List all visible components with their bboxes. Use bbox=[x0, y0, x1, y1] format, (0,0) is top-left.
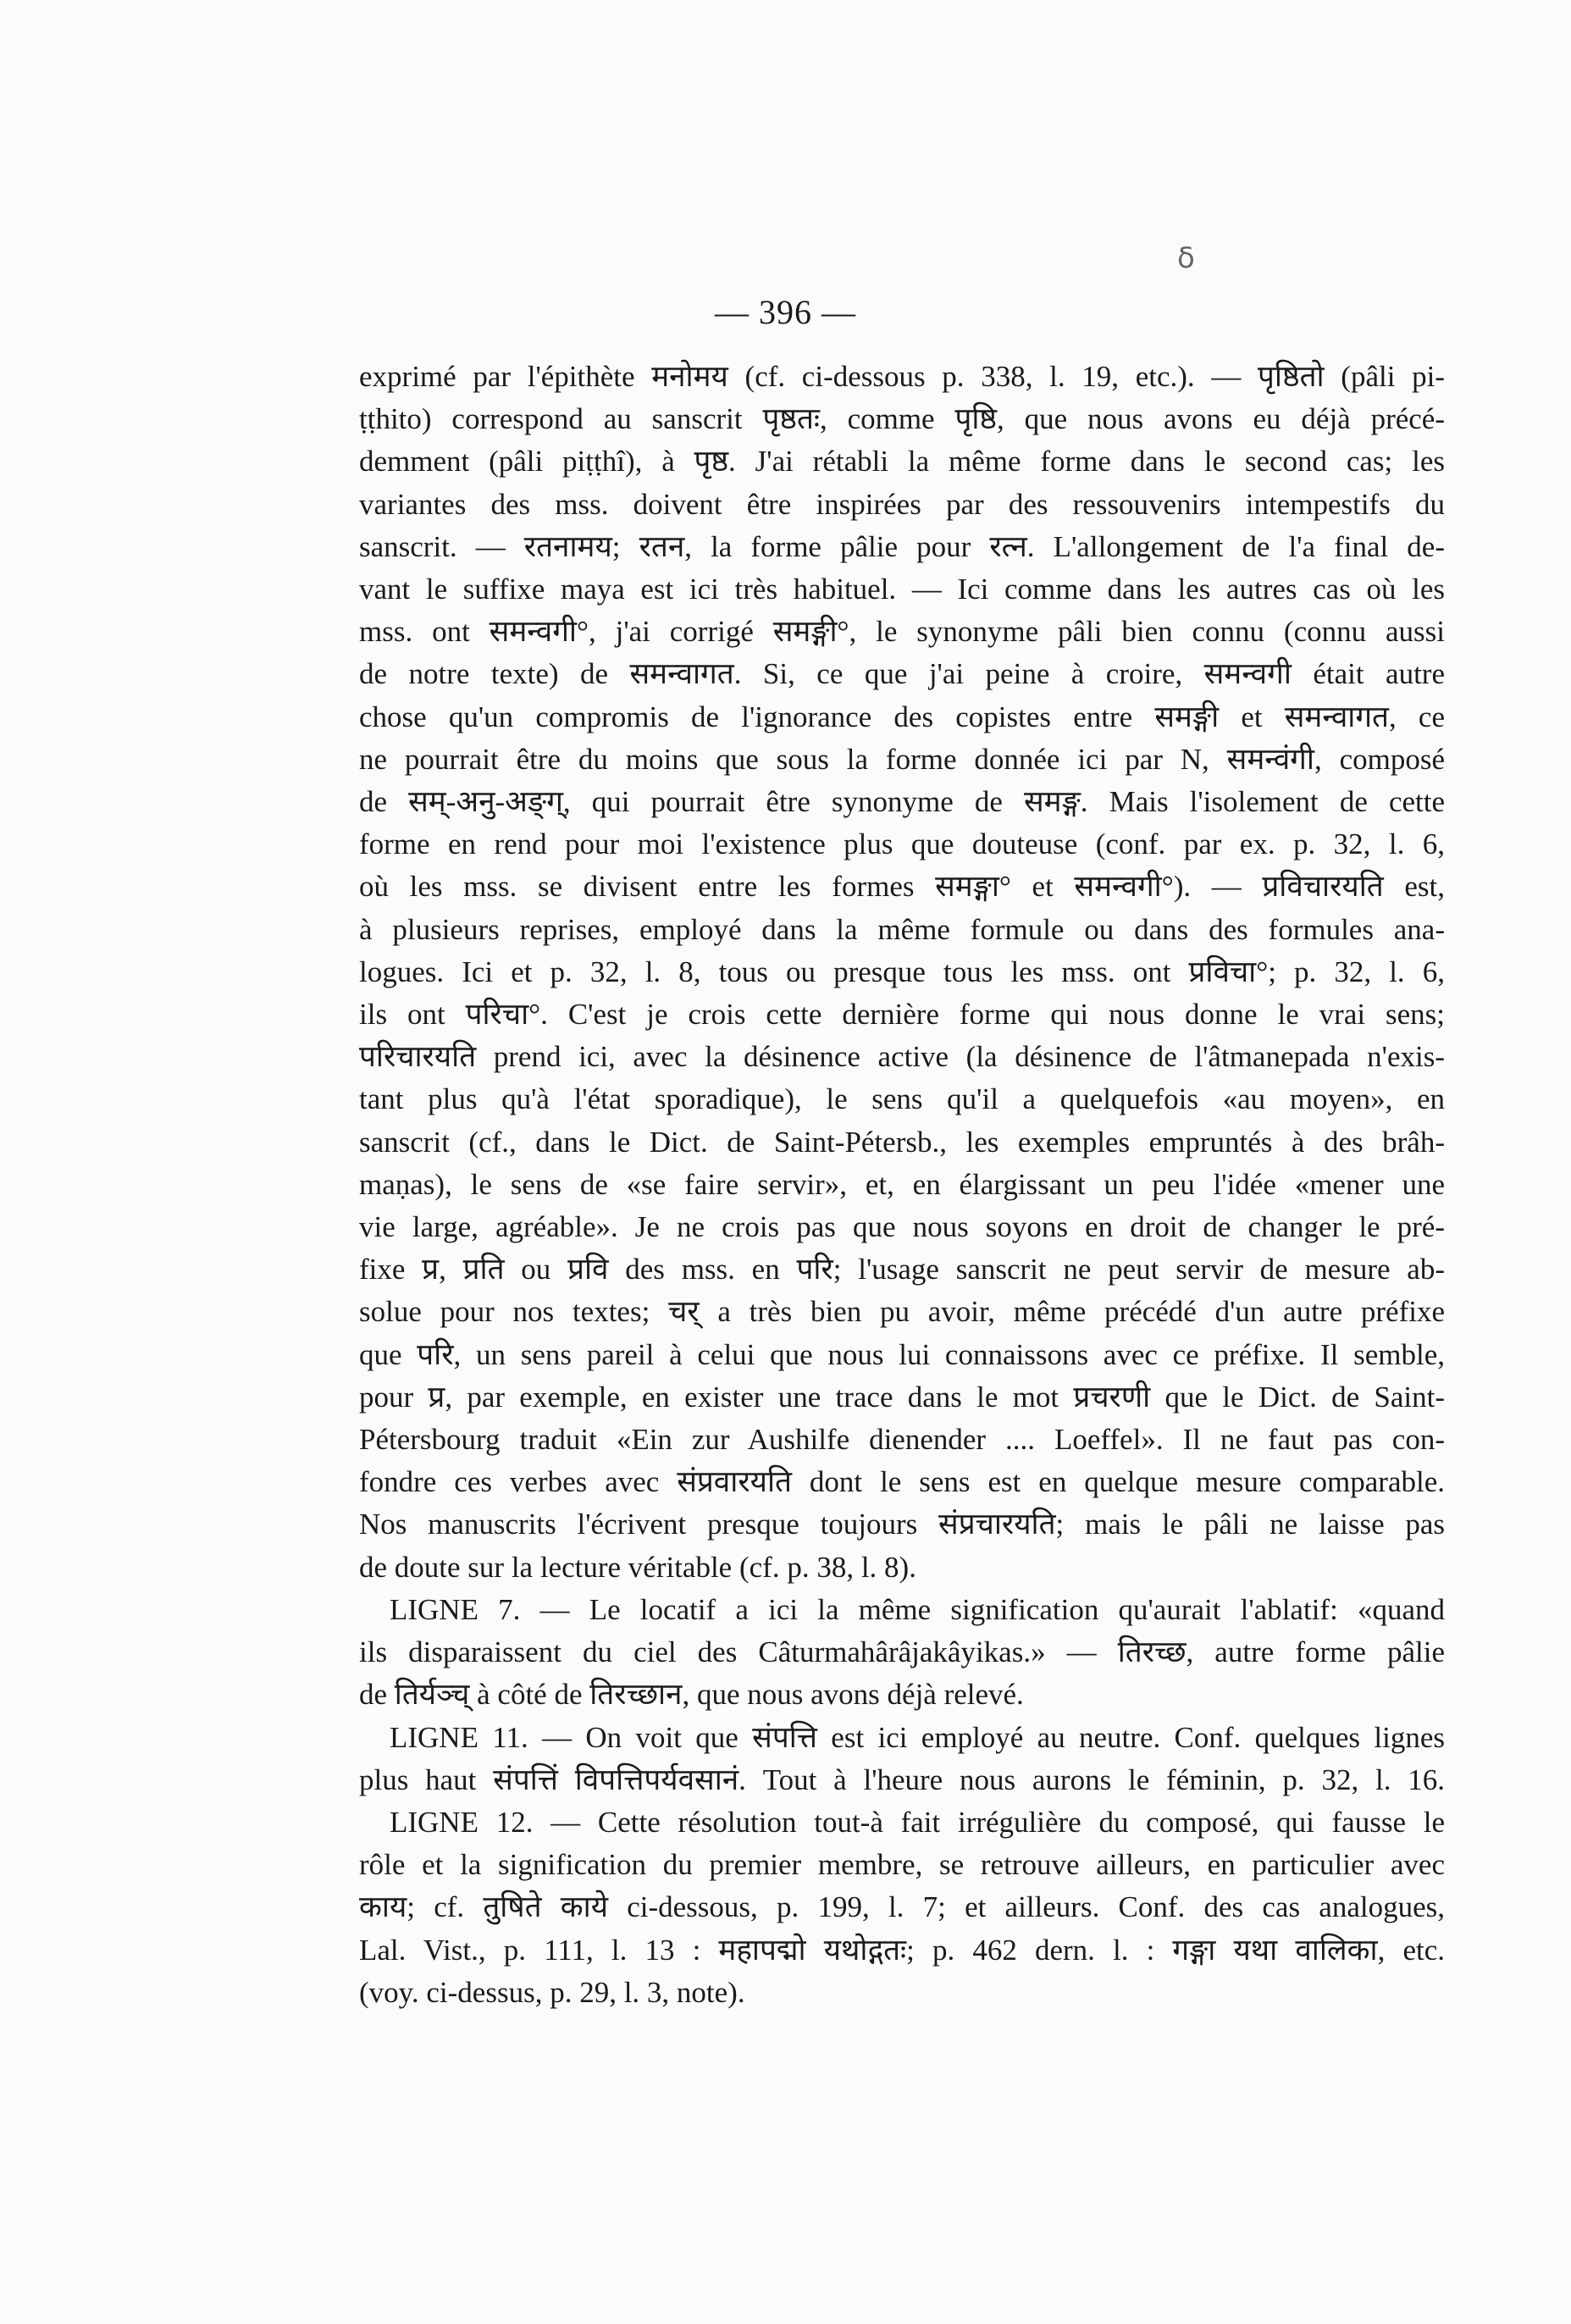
text-line: logues. Ici et p. 32, l. 8, tous ou presque tous les mss. ont प्रविचा°; p. 32, l. 6, bbox=[359, 955, 1445, 988]
text-line: tant plus qu'à l'état sporadique), le sens qu'il a quelquefois «au moyen», en bbox=[359, 1082, 1445, 1116]
text-line: vant le suffixe maya est ici très habituel. — Ici comme dans les autres cas où les bbox=[359, 573, 1445, 606]
text-line: maṇas), le sens de «se faire servir», et, en élargissant un peu l'idée «mener une bbox=[359, 1167, 1445, 1201]
text-line: vie large, agréable». Je ne crois pas que nous soyons en droit de changer le pré- bbox=[359, 1210, 1445, 1244]
text-line: de तिर्यञ्च् à côté de तिरच्छान, que nous avons déjà relevé. bbox=[359, 1678, 1024, 1712]
text-line: exprimé par l'épithète मनोमय (cf. ci-dessous p. 338, l. 19, etc.). — पृष्ठितो (pâli pi- bbox=[359, 360, 1445, 393]
text-line: Nos manuscrits l'écrivent presque toujours संप्रचारयति; mais le pâli ne laisse pas bbox=[359, 1508, 1445, 1541]
text-line: mss. ont समन्वगी°, j'ai corrigé समङ्गी°, le synonyme pâli bien connu (connu aussi bbox=[359, 615, 1445, 649]
text-line: ils ont परिचा°. C'est je crois cette dernière forme qui nous donne le vrai sens; bbox=[359, 998, 1445, 1032]
text-line: solue pour nos textes; चर् a très bien pu avoir, même précédé d'un autre préfixe bbox=[359, 1295, 1445, 1329]
body-text bbox=[359, 356, 1445, 2014]
text-line: Pétersbourg traduit «Ein zur Aushilfe dienender .... Loeffel». Il ne faut pas con- bbox=[359, 1423, 1445, 1457]
text-line: काय; cf. तुषिते काये ci-dessous, p. 199, l. 7; et ailleurs. Conf. des cas analogues, bbox=[359, 1890, 1445, 1924]
text-line: sanscrit (cf., dans le Dict. de Saint-Pétersb., les exemples empruntés à des brâh- bbox=[359, 1125, 1445, 1159]
text-line: où les mss. se divisent entre les formes समङ्गा° et समन्वगी°). — प्रविचारयति est, bbox=[359, 870, 1445, 904]
text-line: fixe प्र, प्रति ou प्रवि des mss. en परि; l'usage sanscrit ne peut servir de mesure ab- bbox=[359, 1253, 1445, 1286]
text-line: chose qu'un compromis de l'ignorance des copistes entre समङ्गी et समन्वागत, ce bbox=[359, 700, 1445, 733]
text-line: ṭṭhito) correspond au sanscrit पृष्ठतः, comme पृष्ठि, que nous avons eu déjà précé- bbox=[359, 402, 1445, 436]
text-line: de doute sur la lecture véritable (cf. p. 38, l. 8). bbox=[359, 1550, 916, 1584]
text-line: LIGNE 12. — Cette résolution tout-à fait irrégulière du composé, qui fausse le bbox=[390, 1805, 1445, 1839]
text-line: LIGNE 11. — On voit que संपत्ति est ici employé au neutre. Conf. quelques lignes bbox=[390, 1720, 1445, 1754]
text-line: (voy. ci-dessus, p. 29, l. 3, note). bbox=[359, 1975, 745, 2009]
text-line: ne pourrait être du moins que sous la forme donnée ici par N, समन्वंगी, composé bbox=[359, 742, 1445, 776]
text-line: Lal. Vist., p. 111, l. 13 : महापद्मो यथोद्गतः; p. 462 dern. l. : गङ्गा यथा वालिका, etc. bbox=[359, 1933, 1445, 1967]
text-line: plus haut संपत्तिं विपत्तिपर्यवसानं. Tout à l'heure nous aurons le féminin, p. 32, l. 16. bbox=[359, 1762, 1445, 1796]
text-line: परिचारयति prend ici, avec la désinence active (la désinence de l'âtmanepada n'exis- bbox=[359, 1040, 1445, 1074]
text-line: variantes des mss. doivent être inspirées par des ressouvenirs intempestifs du bbox=[359, 487, 1445, 521]
text-line: fondre ces verbes avec संप्रवारयति dont le sens est en quelque mesure comparable. bbox=[359, 1465, 1445, 1499]
text-line: rôle et la signification du premier membre, se retrouve ailleurs, en particulier avec bbox=[359, 1848, 1445, 1882]
text-line: de notre texte) de समन्वागत. Si, ce que j'ai peine à croire, समन्वगी était autre bbox=[359, 657, 1445, 691]
page-number: — 396 — bbox=[715, 293, 856, 331]
text-line: LIGNE 7. — Le locatif a ici la même signification qu'aurait l'ablatif: «quand bbox=[390, 1592, 1445, 1626]
margin-mark: δ bbox=[1177, 241, 1195, 275]
text-line: demment (pâli piṭṭhî), à पृष्ठ. J'ai rétabli la même forme dans le second cas; les bbox=[359, 445, 1445, 479]
text-line: ils disparaissent du ciel des Câturmahârâjakâyikas.» — तिरच्छ, autre forme pâlie bbox=[359, 1635, 1445, 1669]
text-line: sanscrit. — रतनामय; रतन, la forme pâlie pour रत्न. L'allongement de l'a final de- bbox=[359, 529, 1445, 563]
text-line: à plusieurs reprises, employé dans la même formule ou dans des formules ana- bbox=[359, 912, 1445, 946]
text-line: que परि, un sens pareil à celui que nous lui connaissons avec ce préfixe. Il semble, bbox=[359, 1337, 1445, 1371]
text-line: forme en rend pour moi l'existence plus que douteuse (conf. par ex. p. 32, l. 6, bbox=[359, 827, 1445, 861]
text-line: de सम्-अनु-अङ्ग्, qui pourrait être synonyme de समङ्ग. Mais l'isolement de cette bbox=[359, 785, 1445, 819]
text-line: pour प्र, par exemple, en exister une trace dans le mot प्रचरणी que le Dict. de Saint- bbox=[359, 1380, 1445, 1414]
